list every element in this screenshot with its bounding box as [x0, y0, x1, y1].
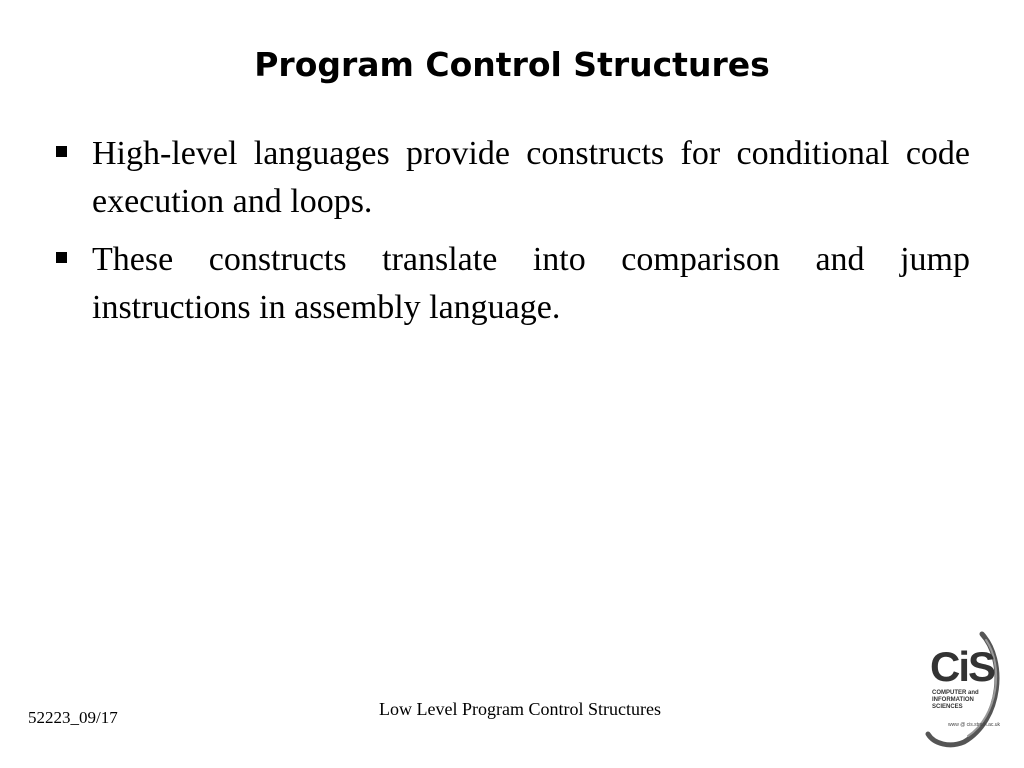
footer-deck-title: Low Level Program Control Structures [379, 699, 661, 719]
logo-subtitle [932, 690, 992, 711]
logo-line-1: COMPUTER and [932, 690, 979, 696]
footer-slide-code: 52223_09/17 [28, 708, 118, 727]
bullet-item [56, 236, 970, 332]
bullet-text: These constructs translate into comparison and jump instructions in assembly language. [92, 241, 970, 326]
logo-line-3: SCIENCES [932, 704, 963, 710]
logo-mark: CiS [930, 643, 995, 690]
square-bullet-icon [56, 146, 67, 157]
bullet-item [56, 130, 970, 226]
logo-url: www @ cis.strath.ac.uk [948, 722, 1001, 728]
logo-line-2: INFORMATION [932, 697, 974, 703]
slide-title: Program Control Structures [254, 45, 770, 84]
cis-logo [920, 630, 1000, 748]
bullet-text: High-level languages provide constructs for conditional code execution and loops. [92, 135, 970, 220]
square-bullet-icon [56, 252, 67, 263]
bullet-list [56, 130, 970, 342]
